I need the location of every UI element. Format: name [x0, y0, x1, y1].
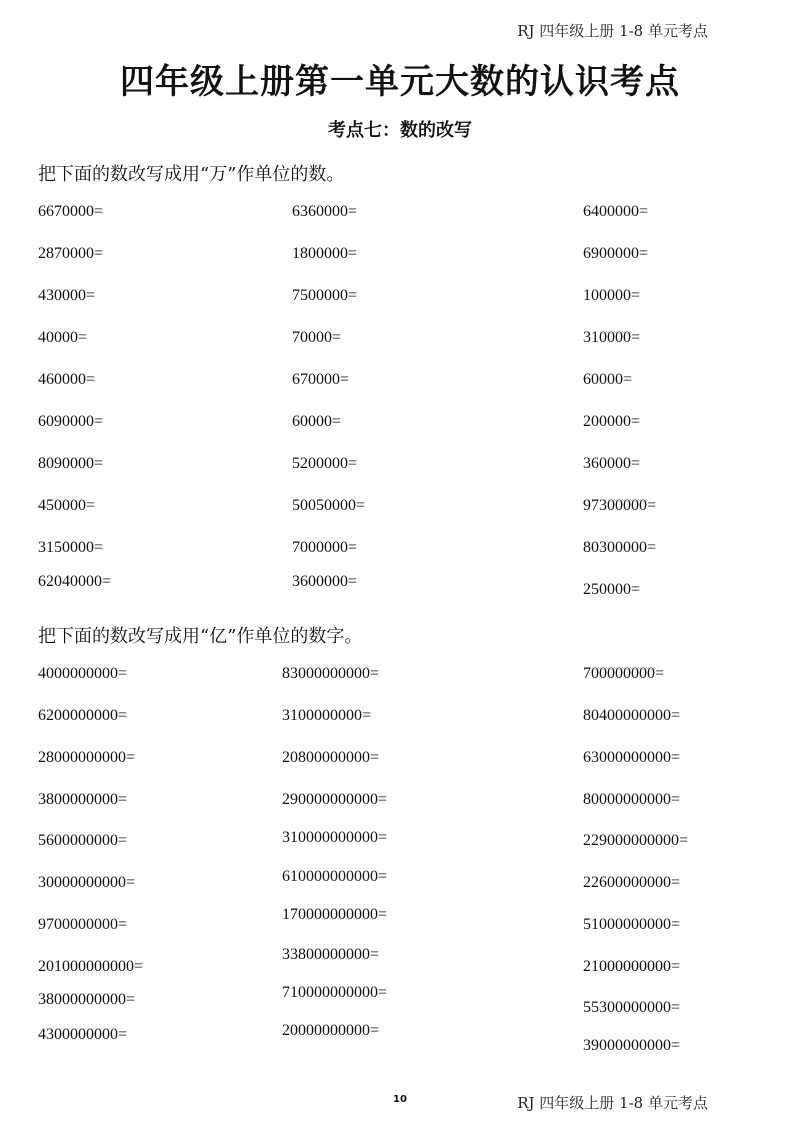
- exercise-yi-item: 310000000000=: [282, 829, 388, 846]
- exercise-yi-item: 290000000000=: [282, 791, 388, 808]
- exercise-wan-item: 62040000=: [38, 573, 112, 590]
- exercise-yi-item: 80000000000=: [583, 791, 681, 808]
- exercise-wan-item: 3600000=: [292, 573, 358, 590]
- exercise-yi-item: 22600000000=: [583, 874, 681, 891]
- exercise-yi-item: 20000000000=: [282, 1022, 380, 1039]
- exercise-yi-item: 170000000000=: [282, 906, 388, 923]
- exercise-wan-item: 8090000=: [38, 455, 104, 472]
- exercise-wan-item: 6090000=: [38, 413, 104, 430]
- exercise-wan-item: 670000=: [292, 371, 350, 388]
- exercise-wan-item: 7000000=: [292, 539, 358, 556]
- exercise-wan-item: 70000=: [292, 329, 342, 346]
- page-number: 10: [393, 1094, 407, 1105]
- exercise-yi-item: 700000000=: [583, 665, 665, 682]
- exercise-yi-item: 5600000000=: [38, 832, 128, 849]
- exercise-yi-item: 9700000000=: [38, 916, 128, 933]
- exercise-yi-item: 51000000000=: [583, 916, 681, 933]
- exercise-yi-item: 30000000000=: [38, 874, 136, 891]
- exercise-wan-item: 200000=: [583, 413, 641, 430]
- exercise-wan-item: 2870000=: [38, 245, 104, 262]
- page-title: 四年级上册第一单元大数的认识考点: [120, 62, 680, 102]
- exercise-yi-item: 710000000000=: [282, 984, 388, 1001]
- exercise-wan-item: 310000=: [583, 329, 641, 346]
- exercise-yi-item: 28000000000=: [38, 749, 136, 766]
- exercise-yi-item: 38000000000=: [38, 991, 136, 1008]
- exercise-wan-item: 6360000=: [292, 203, 358, 220]
- exercise-yi-item: 63000000000=: [583, 749, 681, 766]
- exercise-wan-item: 450000=: [38, 497, 96, 514]
- exercise-yi-item: 4000000000=: [38, 665, 128, 682]
- instruction-wan: 把下面的数改写成用“万”作单位的数。: [38, 164, 345, 185]
- exercise-yi-item: 20800000000=: [282, 749, 380, 766]
- instruction-yi: 把下面的数改写成用“亿”作单位的数字。: [38, 626, 363, 647]
- exercise-wan-item: 40000=: [38, 329, 88, 346]
- exercise-yi-item: 80400000000=: [583, 707, 681, 724]
- exercise-yi-item: 83000000000=: [282, 665, 380, 682]
- exercise-wan-item: 60000=: [583, 371, 633, 388]
- exercise-wan-item: 60000=: [292, 413, 342, 430]
- exercise-wan-item: 6400000=: [583, 203, 649, 220]
- exercise-yi-item: 4300000000=: [38, 1026, 128, 1043]
- exercise-yi-item: 21000000000=: [583, 958, 681, 975]
- page-header: RJ 四年级上册 1-8 单元考点: [517, 22, 708, 40]
- page-footer: RJ 四年级上册 1-8 单元考点: [517, 1094, 708, 1112]
- exercise-yi-item: 201000000000=: [38, 958, 144, 975]
- exercise-yi-item: 3800000000=: [38, 791, 128, 808]
- exercise-wan-item: 97300000=: [583, 497, 657, 514]
- exercise-wan-item: 360000=: [583, 455, 641, 472]
- exercise-wan-item: 460000=: [38, 371, 96, 388]
- exercise-yi-item: 55300000000=: [583, 999, 681, 1016]
- exercise-yi-item: 3100000000=: [282, 707, 372, 724]
- exercise-wan-item: 7500000=: [292, 287, 358, 304]
- exercise-yi-item: 229000000000=: [583, 832, 689, 849]
- exercise-yi-item: 39000000000=: [583, 1037, 681, 1054]
- exercise-wan-item: 250000=: [583, 581, 641, 598]
- exercise-yi-item: 33800000000=: [282, 946, 380, 963]
- exercise-wan-item: 100000=: [583, 287, 641, 304]
- exercise-yi-item: 6200000000=: [38, 707, 128, 724]
- exercise-wan-item: 6670000=: [38, 203, 104, 220]
- exercise-wan-item: 80300000=: [583, 539, 657, 556]
- exercise-wan-item: 6900000=: [583, 245, 649, 262]
- section-subtitle: 考点七：数的改写: [328, 120, 472, 141]
- exercise-wan-item: 3150000=: [38, 539, 104, 556]
- exercise-yi-item: 610000000000=: [282, 868, 388, 885]
- exercise-wan-item: 430000=: [38, 287, 96, 304]
- exercise-wan-item: 1800000=: [292, 245, 358, 262]
- exercise-wan-item: 5200000=: [292, 455, 358, 472]
- exercise-wan-item: 50050000=: [292, 497, 366, 514]
